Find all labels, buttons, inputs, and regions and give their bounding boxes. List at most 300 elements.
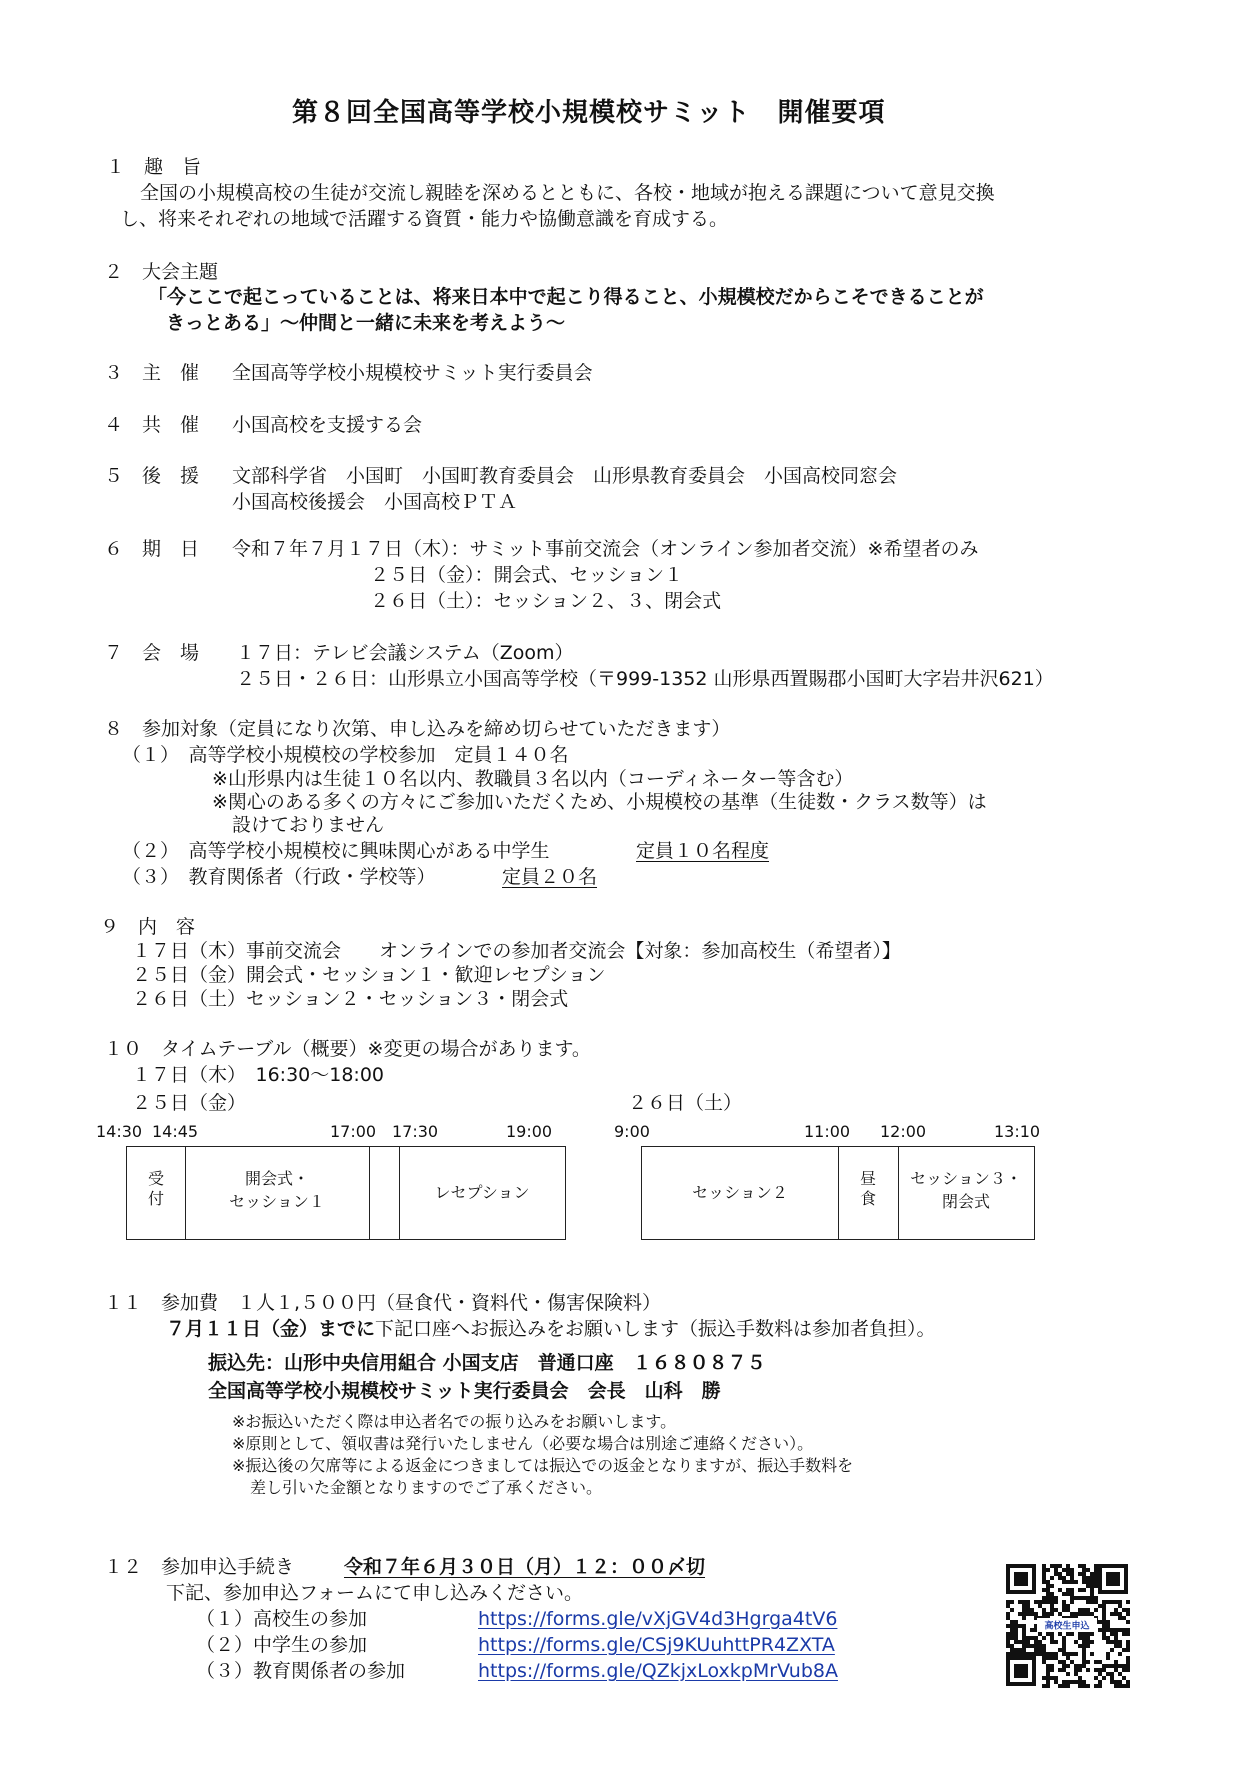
qr-code-icon[interactable] xyxy=(1004,1562,1130,1688)
qr-module xyxy=(1094,1576,1098,1580)
timetable-day26 xyxy=(641,1146,1035,1240)
qr-module xyxy=(1118,1684,1122,1688)
qr-module xyxy=(1046,1592,1050,1596)
theme-line1: 「今ここで起こっていることは、将来日本中で起こり得ること、小規模校だからこそできることが xyxy=(148,286,984,308)
qr-module xyxy=(1058,1648,1062,1652)
qr-module xyxy=(1070,1596,1074,1600)
qr-module xyxy=(1066,1632,1070,1636)
qr-module xyxy=(1014,1620,1018,1624)
section-2-heading: ２ 大会主題 xyxy=(104,261,219,283)
qr-module xyxy=(1106,1600,1110,1604)
qr-module xyxy=(1098,1672,1102,1676)
qr-module xyxy=(1038,1632,1042,1636)
qr-module xyxy=(1098,1604,1102,1608)
qr-module xyxy=(1066,1672,1070,1676)
qr-module xyxy=(1126,1684,1130,1688)
qr-module xyxy=(1126,1668,1130,1672)
qr-module xyxy=(1118,1680,1122,1684)
qr-module xyxy=(1022,1604,1026,1608)
qr-module xyxy=(1006,1636,1010,1640)
qr-module xyxy=(1054,1596,1058,1600)
qr-module xyxy=(1022,1616,1026,1620)
qr-module xyxy=(1122,1664,1126,1668)
qr-module xyxy=(1094,1564,1098,1568)
qr-module xyxy=(1066,1580,1070,1584)
qr-module xyxy=(1038,1644,1042,1648)
page-title: 第８回全国高等学校小規模校サミット 開催要項 xyxy=(292,98,886,128)
qr-module xyxy=(1102,1664,1106,1668)
qr-module xyxy=(1118,1640,1122,1644)
qr-module xyxy=(1114,1680,1118,1684)
time-label: 14:45 xyxy=(152,1122,199,1141)
qr-module xyxy=(1010,1652,1014,1656)
qr-module xyxy=(1082,1644,1086,1648)
qr-module xyxy=(1062,1668,1066,1672)
qr-module xyxy=(1066,1684,1070,1688)
qr-module xyxy=(1126,1600,1130,1604)
qr-module xyxy=(1070,1592,1074,1596)
qr-module xyxy=(1110,1672,1114,1676)
qr-module xyxy=(1078,1588,1082,1592)
qr-module xyxy=(1090,1612,1094,1616)
qr-module xyxy=(1062,1600,1066,1604)
qr-module xyxy=(1098,1620,1102,1624)
qr-module xyxy=(1054,1676,1058,1680)
qr-module xyxy=(1010,1608,1014,1612)
qr-module xyxy=(1018,1612,1022,1616)
qr-module xyxy=(1046,1652,1050,1656)
qr-module xyxy=(1050,1632,1054,1636)
qr-module xyxy=(1078,1664,1082,1668)
qr-module xyxy=(1082,1580,1086,1584)
venue-line2: ２５日・２６日：山形県立小国高等学校（〒999-1352 山形県西置賜郡小国町大字岩井沢621） xyxy=(236,668,1054,690)
qr-module xyxy=(1122,1668,1126,1672)
cell-session3-line1: セッション３・ xyxy=(910,1169,1022,1188)
qr-module xyxy=(1046,1588,1050,1592)
qr-module xyxy=(1054,1608,1058,1612)
qr-module xyxy=(1090,1600,1094,1604)
qr-module xyxy=(1022,1608,1026,1612)
qr-module xyxy=(1046,1664,1050,1668)
time-label: 12:00 xyxy=(880,1122,927,1141)
qr-module xyxy=(1018,1600,1022,1604)
payment-instruction-text: 下記口座へお振込みをお願いします（振込手数料は参加者負担）。 xyxy=(375,1318,936,1340)
qr-module xyxy=(1110,1664,1114,1668)
qr-module xyxy=(1042,1564,1046,1568)
qr-module xyxy=(1046,1680,1050,1684)
qr-module xyxy=(1042,1648,1046,1652)
qr-module xyxy=(1070,1660,1074,1664)
qr-module xyxy=(1054,1572,1058,1576)
qr-module xyxy=(1058,1588,1062,1592)
qr-module xyxy=(1074,1580,1078,1584)
qr-module xyxy=(1094,1668,1098,1672)
qr-module xyxy=(1110,1612,1114,1616)
qr-module xyxy=(1106,1652,1110,1656)
qr-module xyxy=(1086,1612,1090,1616)
qr-module xyxy=(1062,1680,1066,1684)
qr-module xyxy=(1086,1668,1090,1672)
qr-module xyxy=(1066,1608,1070,1612)
qr-module xyxy=(1122,1648,1126,1652)
qr-module xyxy=(1090,1584,1094,1588)
qr-module xyxy=(1042,1644,1046,1648)
qr-module xyxy=(1058,1632,1062,1636)
cell-lunch-text: 昼食 xyxy=(859,1169,876,1208)
qr-module xyxy=(1050,1600,1054,1604)
qr-module xyxy=(1034,1644,1038,1648)
qr-module xyxy=(1086,1608,1090,1612)
qr-module xyxy=(1042,1612,1046,1616)
supporters-line2: 小国高校後援会 小国高校ＰＴＡ xyxy=(232,491,518,513)
qr-module xyxy=(1042,1580,1046,1584)
qr-module xyxy=(1126,1632,1130,1636)
section-4-heading: ４ 共 催 xyxy=(104,414,200,436)
qr-module xyxy=(1018,1652,1022,1656)
qr-module xyxy=(1090,1640,1094,1644)
qr-module xyxy=(1050,1640,1054,1644)
qr-module xyxy=(1078,1644,1082,1648)
qr-module xyxy=(1118,1644,1122,1648)
section-1-line2: し、将来それぞれの地域で活躍する資質・能力や協働意識を育成する。 xyxy=(120,208,729,230)
qr-module xyxy=(1082,1576,1086,1580)
qr-module xyxy=(1046,1676,1050,1680)
qr-module xyxy=(1094,1608,1098,1612)
qr-module xyxy=(1030,1644,1034,1648)
qr-module xyxy=(1094,1600,1098,1604)
cell-reception xyxy=(127,1169,185,1209)
qr-module xyxy=(1054,1640,1058,1644)
section-6-heading: ６ 期 日 xyxy=(104,538,200,560)
qr-module xyxy=(1046,1672,1050,1676)
form-link-highschool[interactable]: https://forms.gle/vXjGV4d3Hgrga4tV6 xyxy=(478,1608,838,1630)
qr-module xyxy=(1102,1636,1106,1640)
qr-module xyxy=(1050,1596,1054,1600)
qr-module xyxy=(1114,1644,1118,1648)
qr-module xyxy=(1114,1684,1118,1688)
qr-module xyxy=(1126,1680,1130,1684)
qr-module xyxy=(1006,1652,1010,1656)
qr-module xyxy=(1006,1640,1010,1644)
qr-module xyxy=(1106,1624,1110,1628)
qr-module xyxy=(1114,1600,1118,1604)
qr-module xyxy=(1062,1604,1066,1608)
qr-module xyxy=(1082,1588,1086,1592)
qr-module xyxy=(1098,1668,1102,1672)
qr-module xyxy=(1058,1612,1062,1616)
qr-module xyxy=(1102,1604,1106,1608)
qr-module xyxy=(1030,1608,1034,1612)
qr-module xyxy=(1102,1676,1106,1680)
qr-module xyxy=(1094,1596,1098,1600)
qr-module xyxy=(1126,1620,1130,1624)
application-deadline: 令和７年６月３０日（月）１２：００〆切 xyxy=(344,1556,706,1578)
qr-module xyxy=(1078,1680,1082,1684)
section-7-heading: ７ 会 場 xyxy=(104,642,200,664)
qr-module xyxy=(1046,1612,1050,1616)
qr-module xyxy=(1022,1632,1026,1636)
target-note-1: ※山形県内は生徒１０名以内、教職員３名以内（コーディネーター等含む） xyxy=(212,768,854,790)
qr-module xyxy=(1122,1628,1126,1632)
qr-module xyxy=(1078,1612,1082,1616)
qr-module xyxy=(1022,1652,1026,1656)
section-10-heading: １０ タイムテーブル（概要）※変更の場合があります。 xyxy=(104,1038,591,1060)
qr-module xyxy=(1126,1664,1130,1668)
qr-module xyxy=(1082,1680,1086,1684)
time-label: 9:00 xyxy=(614,1122,650,1141)
qr-module xyxy=(1026,1604,1030,1608)
payment-deadline: ７月１１日（金）までに xyxy=(166,1318,376,1340)
qr-module xyxy=(1078,1676,1082,1680)
section-1-line1: 全国の小規模高校の生徒が交流し親睦を深めるとともに、各校・地域が抱える課題について意見交換 xyxy=(140,182,995,204)
qr-module xyxy=(1046,1580,1050,1584)
qr-module xyxy=(1094,1660,1098,1664)
qr-module xyxy=(1046,1600,1050,1604)
qr-module xyxy=(1014,1628,1018,1632)
qr-module xyxy=(1118,1628,1122,1632)
qr-module xyxy=(1106,1636,1110,1640)
qr-module xyxy=(1042,1652,1046,1656)
qr-module xyxy=(1070,1680,1074,1684)
venue-line1: １７日：テレビ会議システム（Zoom） xyxy=(236,642,574,664)
qr-module xyxy=(1126,1660,1130,1664)
payment-instruction xyxy=(166,1320,936,1339)
qr-module xyxy=(1106,1640,1110,1644)
qr-module xyxy=(1054,1600,1058,1604)
qr-module xyxy=(1090,1576,1094,1580)
qr-module xyxy=(1082,1660,1086,1664)
qr-module xyxy=(1062,1664,1066,1668)
qr-module xyxy=(1074,1640,1078,1644)
qr-module xyxy=(1050,1604,1054,1608)
qr-module xyxy=(1014,1648,1018,1652)
qr-module xyxy=(1090,1592,1094,1596)
qr-module xyxy=(1070,1652,1074,1656)
qr-module xyxy=(1126,1644,1130,1648)
qr-module xyxy=(1030,1652,1034,1656)
qr-module xyxy=(1070,1568,1074,1572)
qr-module xyxy=(1018,1640,1022,1644)
qr-module xyxy=(1122,1608,1126,1612)
qr-module xyxy=(1078,1668,1082,1672)
qr-module xyxy=(1058,1564,1062,1568)
form-link-juniorhigh[interactable]: https://forms.gle/CSj9KUuhttPR4ZXTA xyxy=(478,1634,835,1656)
qr-module xyxy=(1102,1600,1106,1604)
section-5-heading: ５ 後 援 xyxy=(104,465,200,487)
qr-module xyxy=(1106,1620,1110,1624)
qr-module xyxy=(1066,1604,1070,1608)
qr-module xyxy=(1042,1588,1046,1592)
application-intro: 下記、参加申込フォームにて申し込みください。 xyxy=(166,1582,584,1604)
qr-module xyxy=(1070,1580,1074,1584)
qr-module xyxy=(1034,1640,1038,1644)
qr-module xyxy=(1006,1616,1010,1620)
qr-module xyxy=(1026,1652,1030,1656)
time-label: 17:00 xyxy=(330,1122,377,1141)
section-1-heading: １ 趣 旨 xyxy=(106,156,202,178)
qr-module xyxy=(1110,1628,1114,1632)
qr-module xyxy=(1090,1580,1094,1584)
section-12-heading: １２ 参加申込手続き xyxy=(104,1556,295,1578)
qr-module xyxy=(1078,1596,1082,1600)
qr-module xyxy=(1094,1676,1098,1680)
qr-module xyxy=(1114,1640,1118,1644)
account-holder: 全国高等学校小規模校サミット実行委員会 会長 山科 勝 xyxy=(208,1380,721,1402)
qr-module xyxy=(1114,1608,1118,1612)
qr-module xyxy=(1082,1596,1086,1600)
qr-module xyxy=(1054,1656,1058,1660)
qr-module xyxy=(1122,1676,1126,1680)
qr-module xyxy=(1082,1684,1086,1688)
section-11-heading: １１ 参加費 １人１,５００円（昼食代・資料代・傷害保険料） xyxy=(104,1292,662,1314)
qr-module xyxy=(1110,1648,1114,1652)
qr-module xyxy=(1082,1612,1086,1616)
qr-module xyxy=(1034,1652,1038,1656)
qr-module xyxy=(1062,1576,1066,1580)
qr-module xyxy=(1118,1616,1122,1620)
qr-module xyxy=(1050,1576,1054,1580)
qr-module xyxy=(1050,1656,1054,1660)
qr-module xyxy=(1006,1604,1010,1608)
qr-module xyxy=(1010,1636,1014,1640)
qr-module xyxy=(1038,1604,1042,1608)
qr-module xyxy=(1042,1576,1046,1580)
qr-module xyxy=(1058,1660,1062,1664)
date-line1: 令和７年７月１７日（木）：サミット事前交流会（オンライン参加者交流）※希望者のみ xyxy=(232,538,979,560)
qr-module xyxy=(1074,1652,1078,1656)
payment-note-4: 差し引いた金額となりますのでご了承ください。 xyxy=(250,1478,603,1497)
qr-module xyxy=(1126,1656,1130,1660)
qr-module xyxy=(1106,1672,1110,1676)
qr-module xyxy=(1082,1568,1086,1572)
qr-module xyxy=(1106,1628,1110,1632)
qr-module xyxy=(1010,1600,1014,1604)
qr-module xyxy=(1090,1596,1094,1600)
qr-module xyxy=(1074,1668,1078,1672)
section-8-heading: ８ 参加対象（定員になり次第、申し込みを締め切らせていただきます） xyxy=(104,718,731,740)
qr-module xyxy=(1050,1612,1054,1616)
qr-module xyxy=(1062,1660,1066,1664)
qr-module xyxy=(1114,1660,1118,1664)
qr-module xyxy=(1042,1568,1046,1572)
qr-module xyxy=(1098,1628,1102,1632)
qr-module xyxy=(1062,1592,1066,1596)
qr-module xyxy=(1074,1672,1078,1676)
qr-module xyxy=(1118,1664,1122,1668)
qr-module xyxy=(1102,1632,1106,1636)
qr-module xyxy=(1082,1608,1086,1612)
qr-module xyxy=(1058,1668,1062,1672)
qr-module xyxy=(1118,1604,1122,1608)
cell-welcome-reception: レセプション xyxy=(434,1183,530,1202)
qr-module xyxy=(1114,1668,1118,1672)
date-line3: ２６日（土）：セッション２、３、閉会式 xyxy=(370,590,722,612)
qr-module xyxy=(1050,1636,1054,1640)
qr-module xyxy=(1086,1596,1090,1600)
target-item-3-capacity: 定員２０名 xyxy=(502,866,598,888)
qr-module xyxy=(1094,1580,1098,1584)
qr-module xyxy=(1022,1628,1026,1632)
qr-module xyxy=(1022,1624,1026,1628)
qr-module xyxy=(1110,1600,1114,1604)
qr-module xyxy=(1022,1648,1026,1652)
qr-module xyxy=(1110,1632,1114,1636)
qr-module xyxy=(1046,1684,1050,1688)
qr-module xyxy=(1078,1572,1082,1576)
qr-module xyxy=(1098,1684,1102,1688)
qr-module xyxy=(1038,1640,1042,1644)
qr-module xyxy=(1018,1624,1022,1628)
qr-module xyxy=(1098,1660,1102,1664)
qr-module xyxy=(1070,1600,1074,1604)
qr-module xyxy=(1042,1600,1046,1604)
timetable-day17: １７日（木） 16:30～18:00 xyxy=(132,1064,385,1086)
qr-module xyxy=(1074,1664,1078,1668)
qr-module xyxy=(1006,1624,1010,1628)
date-line2: ２５日（金）：開会式、セッション１ xyxy=(370,564,684,586)
qr-module xyxy=(1126,1612,1130,1616)
cell-session3-line2: 閉会式 xyxy=(941,1192,990,1212)
qr-module xyxy=(1118,1600,1122,1604)
qr-module xyxy=(1034,1612,1038,1616)
form-label-highschool: （１）高校生の参加 xyxy=(196,1608,368,1630)
qr-module xyxy=(1062,1640,1066,1644)
target-item-2: （２） 高等学校小規模校に興味関心がある中学生 xyxy=(122,840,550,862)
qr-module xyxy=(1122,1632,1126,1636)
qr-module xyxy=(1030,1628,1034,1632)
qr-module xyxy=(1070,1588,1074,1592)
qr-module xyxy=(1062,1636,1066,1640)
qr-module xyxy=(1054,1568,1058,1572)
qr-module xyxy=(1062,1568,1066,1572)
qr-module xyxy=(1046,1568,1050,1572)
form-link-educators[interactable]: https://forms.gle/QZkjxLoxkpMrVub8A xyxy=(478,1660,838,1682)
qr-module xyxy=(1082,1564,1086,1568)
qr-module xyxy=(1094,1584,1098,1588)
qr-module xyxy=(1082,1648,1086,1652)
qr-module xyxy=(1106,1664,1110,1668)
qr-module xyxy=(1086,1600,1090,1604)
payment-note-2: ※原則として、領収書は発行いたしません（必要な場合は別途ご連絡ください）。 xyxy=(232,1434,814,1453)
qr-module xyxy=(1074,1680,1078,1684)
qr-module xyxy=(1010,1632,1014,1636)
qr-module xyxy=(1026,1636,1030,1640)
qr-module xyxy=(1078,1632,1082,1636)
qr-module xyxy=(1114,1612,1118,1616)
qr-module xyxy=(1046,1656,1050,1660)
qr-module xyxy=(1022,1644,1026,1648)
qr-module xyxy=(1122,1616,1126,1620)
qr-module xyxy=(1114,1664,1118,1668)
qr-module xyxy=(1026,1600,1030,1604)
qr-module xyxy=(1090,1588,1094,1592)
qr-module xyxy=(1086,1660,1090,1664)
cell-opening-line1: 開会式・ xyxy=(244,1169,309,1188)
qr-module xyxy=(1066,1564,1070,1568)
qr-module xyxy=(1022,1600,1026,1604)
qr-module xyxy=(1086,1640,1090,1644)
qr-module xyxy=(1026,1612,1030,1616)
qr-module xyxy=(1090,1572,1094,1576)
qr-module xyxy=(1086,1632,1090,1636)
qr-module xyxy=(1114,1632,1118,1636)
co-organizer: 小国高校を支援する会 xyxy=(232,414,423,436)
qr-module xyxy=(1126,1628,1130,1632)
cell-session3 xyxy=(898,1167,1034,1213)
qr-module xyxy=(1118,1652,1122,1656)
qr-module xyxy=(1010,1628,1014,1632)
time-label: 13:10 xyxy=(994,1122,1041,1141)
